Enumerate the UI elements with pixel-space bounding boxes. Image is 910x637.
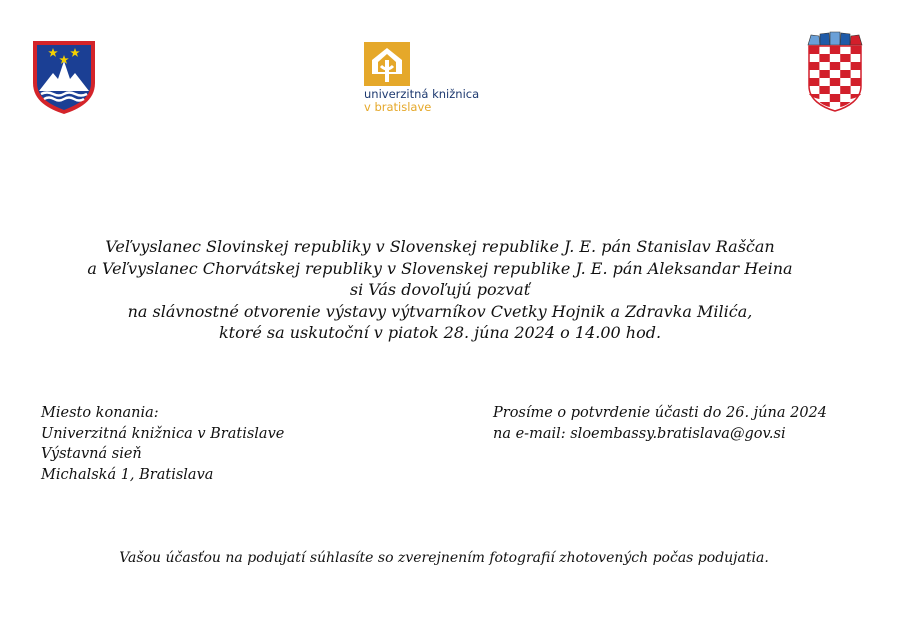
- library-name-line2: v bratislave: [364, 100, 432, 114]
- invitation-line: ktoré sa uskutoční v piatok 28. júna 2024 o 14.00 hod.: [218, 323, 662, 342]
- rsvp-email: na e-mail: sloembassy.bratislava@gov.si: [493, 425, 786, 442]
- rsvp-block: [493, 403, 827, 444]
- venue-line: Výstavná sieň: [41, 446, 142, 462]
- invitation-line: na slávnostné otvorenie výstavy výtvarníkov Cvetky Hojnik a Zdravka Milića,: [127, 301, 753, 321]
- rsvp-line: Prosíme o potvrdenie účasti do 26. júna 2024: [493, 405, 828, 421]
- invitation-line: si Vás dovoľujú pozvať: [349, 280, 531, 299]
- venue-heading: Miesto konania:: [41, 405, 159, 421]
- photo-consent-note: Vašou účasťou na podujatí súhlasíte so zverejnením fotografií zhotovených počas podujatia.: [119, 550, 769, 566]
- library-logo: [364, 42, 494, 118]
- slovenia-coat-of-arms-icon: [29, 39, 99, 115]
- library-name-line1: univerzitná knižnica: [364, 87, 480, 101]
- venue-block: [41, 403, 284, 485]
- croatia-coat-of-arms-icon: [805, 31, 865, 113]
- invitation-text: [0, 236, 880, 344]
- invitation-line: Veľvyslanec Slovinskej republiky v Slovenskej republike J. E. pán Stanislav Raščan: [105, 237, 775, 256]
- venue-line: Michalská 1, Bratislava: [41, 466, 214, 483]
- invitation-line: a Veľvyslanec Chorvátskej republiky v Slovenskej republike J. E. pán Aleksandar Heina: [87, 258, 793, 278]
- library-logo-icon: [364, 42, 410, 86]
- venue-line: Univerzitná knižnica v Bratislave: [41, 425, 285, 442]
